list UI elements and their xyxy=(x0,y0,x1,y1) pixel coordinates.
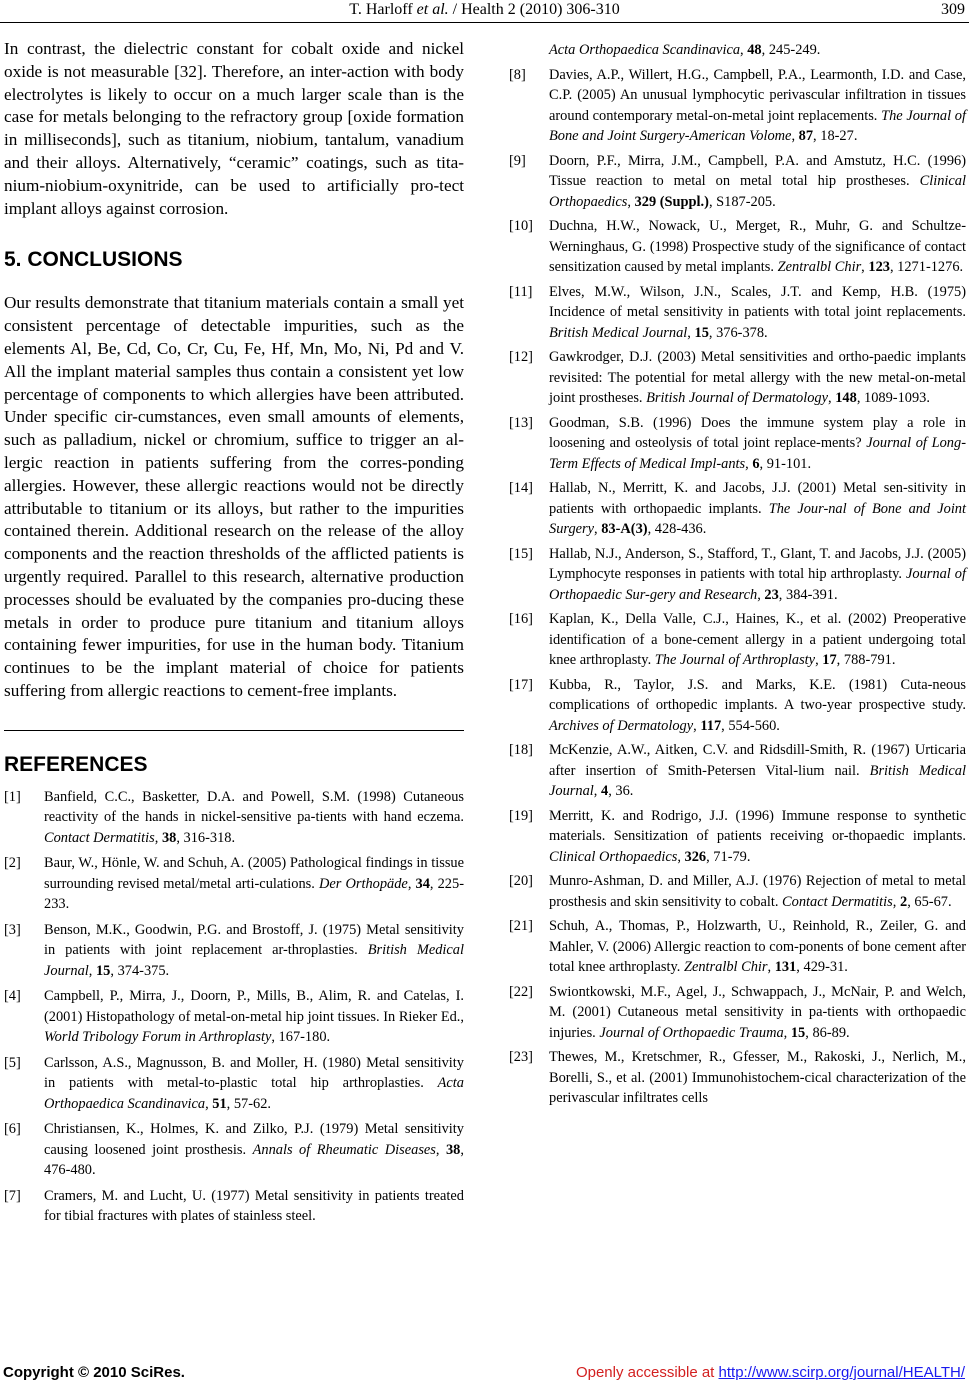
reference-continuation: Acta Orthopaedica Scandinavica, 48, 245-249. xyxy=(549,42,821,58)
running-title-etal: et al. xyxy=(416,1,449,18)
reference-number: [19] xyxy=(509,807,533,824)
reference-number: [13] xyxy=(509,414,533,431)
reference-number: [21] xyxy=(509,918,533,934)
reference-journal: The Journal of Bone and Joint Surgery-American Volome xyxy=(549,107,966,144)
reference-number: [11] xyxy=(509,283,533,300)
reference-journal: Contact Dermatitis xyxy=(782,893,893,910)
reference-item: [7] Cramers, M. and Lucht, U. (1977) Metal sensitivity in patients treated for tibial fractures with plates of stainless steel. xyxy=(4,1187,464,1225)
reference-journal: Zentralbl Chir xyxy=(777,259,862,275)
reference-number: [4] xyxy=(4,988,21,1005)
reference-number: [20] xyxy=(509,873,533,889)
references-list-right xyxy=(509,40,966,1109)
reference-item: [11] Elves, M.W., Wilson, J.N., Scales, J.T. and Kemp, H.B. (1975) Incidence of metal sensitivity in patients with total joint replacements. British Medical Journal, 15, 376-378. xyxy=(509,283,966,341)
reference-volume: 329 (Suppl.) xyxy=(634,193,709,210)
reference-volume: 48 xyxy=(747,42,762,58)
conclusions-paragraph: Our results demonstrate that titanium materials contain a small yet consistent percentage of detectable impurities, such as the elements Al, Be, Cd, Co, Cr, Cu, Fe, Hf, Mn, Mo, Ni, Pd and V. All the implant material samples thus contain a consistent yet low percentage of components to which allergies have been attributed. Under specific cir-cumstances, even small amounts of elements, such as palladium, nickel or chromium, suffice to trigger an al-lergic reaction in patients suffering from the corres-ponding allergies. However, these allergic reactions would not be directly attributable to titanium or its alloys, but rather to the impurities contained therein. Additional research on the release of the alloy components and the reaction thresholds of the afflicted patients is urgently required. Parallel to this research, alternative production processes should be evaluated by the companies pro-ducing these metals in order to produce pure titanium and titanium alloys containing fewer impurities, for use in the human body. Titanium continues to be the implant material of choice for patients suffering from allergic reactions to cement-free implants. xyxy=(4,293,464,700)
reference-journal: British Medical Journal xyxy=(549,324,688,341)
reference-journal: British Medical Journal xyxy=(44,942,464,979)
reference-journal: British Medical Journal xyxy=(549,762,966,799)
reference-volume: 38 xyxy=(445,1141,461,1158)
reference-volume: 87 xyxy=(798,128,814,144)
reference-volume: 2 xyxy=(899,893,908,910)
reference-number: [3] xyxy=(4,921,21,938)
reference-item: [2] Baur, W., Hönle, W. and Schuh, A. (2005) Pathological findings in tissue surrounding revised metal/metal arti-culations. Der Orthopäde, 34, 225-233. xyxy=(4,855,464,913)
reference-item: [15] Hallab, N.J., Anderson, S., Stafford, T., Glant, T. and Jacobs, J.J. (2005) Lymphocyte responses in patients with total hip arthroplasty. Journal of Orthopaedic Sur-gery and Research, 23, 384-391. xyxy=(509,545,967,603)
reference-number: [22] xyxy=(509,983,533,1000)
header-rule xyxy=(0,22,969,23)
reference-number: [8] xyxy=(509,66,526,83)
reference-item: [1] Banfield, C.C., Basketter, D.A. and Powell, S.M. (1998) Cutaneous reactivity of the hands in nickel-sensitive pa-tients with hand eczema. Contact Dermatitis, 38, 316-318. xyxy=(4,788,464,846)
reference-journal: Annals of Rheumatic Diseases xyxy=(252,1141,436,1158)
reference-item: [13] Goodman, S.B. (1996) Does the immune system play a role in loosening and osteolysis of total joint replace-ments? Journal of Long-Term Effects of Medical Impl-ants, 6, 91-101. xyxy=(509,414,966,472)
conclusions-heading: 5. CONCLUSIONS xyxy=(4,248,183,272)
reference-item: [8] Davies, A.P., Willert, H.G., Campbell, P.A., Learmonth, I.D. and Case, C.P. (2005) An unusual lymphocytic perivascular infiltration in tissues around contemporary metal-on-metal joint replacements. The Journal of Bone and Joint Surgery-American Volome, 87, 18-27. xyxy=(509,66,966,144)
reference-number: [12] xyxy=(509,349,533,365)
reference-volume: 6 xyxy=(752,455,760,472)
reference-journal: Acta Orthopaedica Scandinavica xyxy=(44,1075,464,1112)
reference-item: [23] Thewes, M., Kretschmer, R., Gfesser, M., Rakoski, J., Nerlich, M., Borelli, S., et al. (2001) Immunohistochem-cical characterization of the perivascular infiltrates cells xyxy=(509,1049,966,1106)
reference-item: [10] Duchna, H.W., Nowack, U., Merget, R., Muhr, G. and Schultze-Werninghaus, G. (1998) Prospective study of the significance of contact sensitization caused by metal implants. Zentralbl Chir, 123, 1271-1276. xyxy=(509,218,966,275)
reference-volume: 38 xyxy=(161,829,177,846)
reference-number: [5] xyxy=(4,1054,21,1071)
reference-number: [10] xyxy=(509,218,533,234)
reference-item: [16] Kaplan, K., Della Valle, C.J., Haines, K., et al. (2002) Preoperative identification of a bone-cement allergy in a patient undergoing total knee arthroplasty. The Journal of Arthroplasty, 17, 788-791. xyxy=(509,611,966,668)
reference-journal: Archives of Dermatology xyxy=(549,717,694,734)
running-title xyxy=(0,1,969,19)
reference-item: [18] McKenzie, A.W., Aitken, C.V. and Ridsdill-Smith, R. (1967) Urticaria after insertion of Smith-Petersen Vital-lium nail. British Medical Journal, 4, 36. xyxy=(509,742,966,799)
reference-item: [4] Campbell, P., Mirra, J., Doorn, P., Mills, B., Alim, R. and Catelas, I. (2001) Histopathology of metal-on-metal hip joint tissues. In Rieker Ed., World Tribology Forum in Arthroplasty, 167-180. xyxy=(4,988,464,1046)
reference-number: [14] xyxy=(509,480,533,496)
reference-item: [5] Carlsson, A.S., Magnusson, B. and Moller, H. (1980) Metal sensitivity in patients with metal-to-plastic total hip arthroplasties. Acta Orthopaedica Scandinavica, 51, 57-62. xyxy=(4,1054,464,1112)
intro-paragraph: In contrast, the dielectric constant for cobalt oxide and nickel oxide is not measurable [32]. Therefore, an inter-action with body electrolytes is likely to occur on a much larger scale than is the case for metals belonging to the refractory group [oxide formation in milliseconds], such as titanium, niobium, tantalum, vanadium and their alloys. Alternatively, “ceramic” coatings, such as tita-nium-niobium-oxynitride, can be used to artificially pro-tect implant alloys against corrosion. xyxy=(4,39,464,218)
reference-number: [15] xyxy=(509,545,533,562)
reference-number: [23] xyxy=(509,1049,533,1065)
page-footer xyxy=(0,1364,969,1384)
reference-volume: 123 xyxy=(868,259,890,275)
reference-volume: 148 xyxy=(835,390,857,406)
reference-volume: 15 xyxy=(694,324,709,341)
reference-number: [16] xyxy=(509,611,533,627)
reference-volume: 131 xyxy=(774,959,797,975)
reference-volume: 34 xyxy=(415,875,430,892)
reference-volume: 117 xyxy=(700,717,722,734)
reference-number: [7] xyxy=(4,1187,21,1204)
running-title-journal: / Health 2 (2010) 306-310 xyxy=(448,1,620,18)
reference-number: [17] xyxy=(509,676,533,693)
running-title-authors: T. Harloff xyxy=(349,1,417,18)
reference-item: [6] Christiansen, K., Holmes, K. and Zilko, P.J. (1979) Metal sensitivity causing loosened joint prosthesis. Annals of Rheumatic Diseases, 38, 476-480. xyxy=(4,1121,464,1179)
reference-journal: Clinical Orthopaedics xyxy=(549,173,966,210)
right-column xyxy=(509,38,966,1109)
references-heading: REFERENCES xyxy=(4,752,148,776)
references-separator xyxy=(4,730,464,731)
reference-item: [3] Benson, M.K., Goodwin, P.G. and Brostoff, J. (1975) Metal sensitivity in patients with joint replacement ar-throplasties. British Medical Journal, 15, 374-375. xyxy=(4,921,464,979)
left-column xyxy=(4,38,464,1227)
page-header xyxy=(0,0,969,24)
journal-link[interactable]: http://www.scirp.org/journal/HEALTH/ xyxy=(718,1364,965,1381)
reference-volume: 15 xyxy=(790,1024,806,1041)
reference-volume: 17 xyxy=(822,652,837,668)
reference-number: [6] xyxy=(4,1121,21,1138)
reference-journal: World Tribology Forum in Arthroplasty xyxy=(44,1029,272,1046)
reference-journal: The Journal of Arthroplasty xyxy=(654,652,816,668)
reference-journal: Zentralbl Chir xyxy=(683,959,768,975)
reference-journal: Der Orthopäde xyxy=(318,875,408,892)
reference-journal: The Jour-nal of Bone and Joint Surgery xyxy=(549,500,967,537)
reference-volume: 326 xyxy=(684,848,707,865)
reference-journal: Contact Dermatitis xyxy=(44,829,155,846)
reference-journal: Acta Orthopaedica Scandinavica xyxy=(549,42,741,58)
reference-item: [22] Swiontkowski, M.F., Agel, J., Schwappach, J., McNair, P. and Welch, M. (2001) Cutaneous metal sensitivity in pa-tients with orthopaedic injuries. Journal of Orthopaedic Trauma, 15, 86-89. xyxy=(509,983,966,1041)
reference-item: [17] Kubba, R., Taylor, J.S. and Marks, K.E. (1981) Cuta-neous complications of orthopedic implants. A two-year prospective study. Archives of Dermatology, 117, 554-560. xyxy=(509,676,966,734)
copyright-notice: Copyright © 2010 SciRes. xyxy=(3,1364,185,1381)
reference-volume: 4 xyxy=(600,783,609,799)
open-access-notice: Openly accessible at http://www.scirp.org/journal/HEALTH/ xyxy=(575,1364,965,1381)
page-number: 309 xyxy=(941,1,965,18)
reference-journal: Journal of Orthopaedic Trauma xyxy=(599,1024,784,1041)
reference-item: [20] Munro-Ashman, D. and Miller, A.J. (1976) Rejection of metal to metal prosthesis and skin sensitivity to cobalt. Contact Dermatitis, 2, 65-67. xyxy=(509,873,966,910)
reference-journal: Journal of Orthopaedic Sur-gery and Research xyxy=(549,566,967,603)
reference-journal: British Journal of Dermatology xyxy=(646,390,829,406)
reference-item: [21] Schuh, A., Thomas, P., Holzwarth, U., Reinhold, R., Zeiler, G. and Mahler, V. (2006) Allergic reaction to com-ponents of bone cement after total knee arthroplasty. Zentralbl Chir, 131, 429-31. xyxy=(509,918,966,975)
reference-number: [9] xyxy=(509,152,526,169)
reference-item: [14] Hallab, N., Merritt, K. and Jacobs, J.J. (2001) Metal sen-sitivity in patients with orthopaedic implants. The Jour-nal of Bone and Joint Surgery, 83-A(3), 428-436. xyxy=(509,480,967,537)
reference-item: [9] Doorn, P.F., Mirra, J.M., Campbell, P.A. and Amstutz, H.C. (1996) Tissue reaction to metal on metal total hip prostheses. Clinical Orthopaedics, 329 (Suppl.), S187-205. xyxy=(509,152,966,210)
reference-journal: Clinical Orthopaedics xyxy=(549,848,678,865)
reference-journal: Journal of Long-Term Effects of Medical Impl-ants xyxy=(549,435,966,472)
reference-volume: 15 xyxy=(95,962,111,979)
reference-item: [19] Merritt, K. and Rodrigo, J.J. (1996) Immune response to synthetic materials. Sensitization of patients receiving or-thopaedic implants. Clinical Orthopaedics, 326, 71-79. xyxy=(509,807,966,865)
reference-number: [1] xyxy=(4,788,21,805)
reference-volume: 83-A(3) xyxy=(601,521,648,537)
reference-number: [18] xyxy=(509,742,533,758)
reference-volume: 51 xyxy=(212,1095,227,1112)
reference-number: [2] xyxy=(4,855,21,872)
references-list-left xyxy=(4,787,464,1227)
reference-volume: 23 xyxy=(764,586,779,603)
reference-item: [12] Gawkrodger, D.J. (2003) Metal sensitivities and ortho-paedic implants revisited: The potential for metal allergy with the new metal-on-metal joint prostheses. British Journal of Dermatology, 148, 1089-1093. xyxy=(509,349,966,406)
